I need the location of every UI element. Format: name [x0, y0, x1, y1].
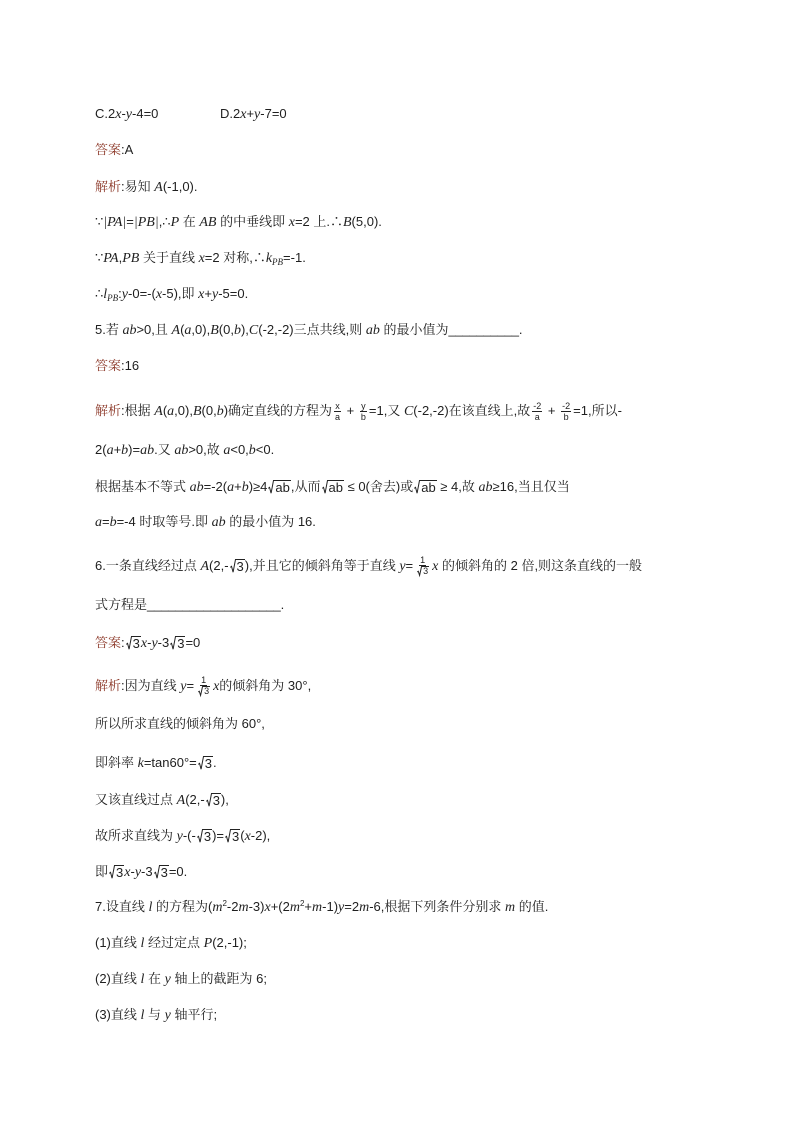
- text-run: =1,又: [368, 402, 404, 418]
- text-run: =2: [344, 899, 360, 914]
- fraction: [334, 401, 341, 422]
- text-run: ≥16,当且仅当: [492, 479, 570, 494]
- text-run: 在: [179, 214, 200, 229]
- text-run: +: [343, 402, 358, 418]
- text-run: :根据: [121, 402, 155, 418]
- text-run: >0,故: [188, 442, 224, 457]
- superscript: 2: [222, 899, 227, 908]
- text-run: -3: [141, 864, 153, 879]
- radicand: [328, 480, 344, 494]
- math-variable: A: [171, 323, 181, 338]
- text-run: (-1,0).: [162, 179, 198, 194]
- text-run: =2 上.∴: [294, 214, 343, 229]
- text-run: +: [544, 402, 560, 418]
- text-run: <0,: [230, 442, 249, 457]
- text-run: -: [121, 106, 126, 121]
- text-run: 根据基本不等式: [95, 479, 190, 494]
- text-run: =-2(: [203, 479, 228, 494]
- q7-condition-1: [95, 934, 247, 952]
- text-run: (-2,-2)三点共线,则: [258, 322, 366, 337]
- math-variable: l: [103, 287, 108, 302]
- text-run: -3): [248, 899, 265, 914]
- math-variable: y: [399, 558, 406, 574]
- math-variable: a: [167, 403, 175, 419]
- text-run: 与: [144, 1007, 165, 1022]
- denominator: [534, 412, 541, 422]
- text-run: 的倾斜角的 2 倍,则这条直线的一般: [438, 557, 643, 573]
- text-run: =: [102, 514, 110, 529]
- section-label: 答案: [95, 142, 122, 157]
- square-root: [198, 756, 213, 770]
- radicand: [160, 865, 169, 879]
- square-root: [230, 559, 245, 573]
- section-label: 答案: [95, 358, 122, 373]
- math-variable: B: [192, 403, 202, 419]
- text-run: 3: [232, 829, 240, 844]
- radicand: [115, 865, 124, 879]
- math-variable: x: [240, 107, 247, 122]
- text-run: ,∴: [158, 214, 171, 229]
- text-run: :: [118, 286, 122, 301]
- math-variable: ab: [211, 515, 226, 530]
- text-run: 即: [95, 864, 109, 879]
- text-run: )确定直线的方程为: [223, 402, 333, 418]
- math-variable: PB: [122, 251, 140, 266]
- math-variable: B: [210, 323, 219, 338]
- text-run: C.2: [95, 106, 116, 121]
- text-run: )=: [212, 828, 224, 843]
- math-variable: A: [176, 793, 186, 808]
- math-variable: b: [241, 480, 249, 495]
- math-variable: m: [289, 900, 300, 915]
- text-run: (2)直线: [95, 971, 141, 986]
- math-variable: x: [244, 829, 251, 844]
- math-variable: C: [248, 323, 259, 338]
- numerator: [419, 555, 426, 566]
- math-variable: x: [140, 636, 148, 651]
- math-variable: b: [216, 403, 224, 419]
- section-label: 答案: [95, 635, 122, 650]
- text-run: -: [130, 864, 135, 879]
- math-variable: y: [176, 829, 183, 844]
- q5-question: [95, 321, 522, 339]
- text-run: x: [335, 401, 340, 411]
- math-variable: b: [233, 323, 241, 338]
- text-run: 5.若: [95, 322, 123, 337]
- math-variable: m: [212, 900, 223, 915]
- q6-analysis-line-4: [95, 791, 229, 809]
- square-root: [268, 480, 290, 494]
- square-root: [170, 636, 185, 650]
- math-variable: y: [180, 678, 187, 694]
- math-variable: y: [164, 1008, 171, 1023]
- text-run: +: [204, 286, 212, 301]
- math-variable: |PA|: [103, 215, 127, 230]
- text-run: ,从而: [290, 479, 321, 494]
- text-run: 3: [204, 756, 212, 771]
- text-run: -6,根据下列条件分别求: [369, 899, 505, 914]
- denominator: [334, 412, 341, 422]
- square-root: [126, 636, 141, 650]
- math-variable: P: [203, 936, 213, 951]
- math-variable: m: [359, 900, 370, 915]
- text-run: >0,且: [136, 322, 172, 337]
- text-run: 经过定点: [144, 935, 204, 950]
- math-variable: x: [264, 900, 271, 915]
- square-root: [197, 829, 212, 843]
- section-label: 解析: [95, 402, 122, 418]
- math-variable: a: [223, 443, 231, 458]
- text-run: 的最小值为 16.: [225, 514, 316, 529]
- fraction: [561, 401, 571, 422]
- text-run: (2,-: [185, 792, 205, 807]
- text-run: ),并且它的倾斜角等于直线: [244, 557, 400, 573]
- text-run: (-2,-2)在该直线上,故: [413, 402, 531, 418]
- fraction: [360, 401, 367, 422]
- text-run: 的倾斜角为 30°,: [219, 677, 312, 693]
- text-run: ),: [220, 792, 229, 807]
- math-variable: A: [154, 403, 163, 419]
- q6-analysis-line-6: [95, 863, 187, 881]
- section-label: 解析: [95, 179, 122, 194]
- math-variable: PA: [103, 251, 119, 266]
- text-run: -2: [562, 401, 571, 411]
- answer-blank: __________: [448, 322, 519, 337]
- q6-answer: [95, 634, 200, 652]
- text-run: D.2: [220, 106, 241, 121]
- math-variable: y: [121, 287, 129, 302]
- math-variable: y: [338, 900, 345, 915]
- text-run: 3: [132, 636, 140, 651]
- text-run: 1: [201, 675, 207, 685]
- radicand: [203, 829, 212, 843]
- text-run: 3: [116, 865, 124, 880]
- denominator: [360, 412, 367, 422]
- text-run: 故所求直线为: [95, 828, 177, 843]
- subscript: PB: [272, 257, 284, 267]
- denominator: [196, 686, 211, 698]
- numerator: [561, 401, 571, 412]
- fraction: [415, 555, 430, 578]
- denominator: [563, 412, 570, 422]
- text-run: .又: [154, 442, 175, 457]
- text-run: ≥ 4,故: [436, 479, 479, 494]
- text-run: (: [162, 402, 168, 418]
- text-run: =-4 时取等号.即: [116, 514, 212, 529]
- square-root: [417, 566, 429, 576]
- text-run: -: [147, 635, 152, 650]
- text-run: =-1.: [283, 250, 306, 265]
- square-root: [414, 480, 436, 494]
- subscript: PB: [107, 293, 119, 303]
- text-run: -(-: [182, 828, 196, 843]
- math-variable: A: [154, 180, 163, 195]
- text-run: 3: [204, 686, 210, 696]
- math-variable: l: [148, 900, 153, 915]
- math-variable: |PB|: [133, 215, 159, 230]
- text-run: ,0),: [174, 402, 193, 418]
- square-root: [225, 829, 240, 843]
- text-run: +: [304, 899, 313, 914]
- text-run: =: [186, 677, 195, 693]
- text-run: 轴上的截距为 6;: [170, 971, 267, 986]
- radicand: [236, 559, 245, 573]
- text-run: +: [234, 479, 242, 494]
- q7-condition-3: [95, 1006, 217, 1024]
- math-variable: AB: [199, 215, 217, 230]
- math-variable: l: [140, 972, 145, 987]
- math-variable: B: [342, 215, 352, 230]
- text-run: -2: [226, 899, 239, 914]
- text-run: 7.设直线: [95, 899, 149, 914]
- text-run: 的方程为(: [152, 899, 213, 914]
- math-variable: m: [505, 900, 516, 915]
- math-variable: P: [170, 215, 180, 230]
- text-run: )≥4: [248, 479, 268, 494]
- text-run: :16: [121, 358, 140, 373]
- text-run: -4=0: [132, 106, 159, 121]
- math-variable: x: [155, 287, 163, 302]
- text-run: .: [280, 597, 285, 612]
- radicand: [203, 686, 210, 696]
- text-run: -2: [533, 401, 542, 411]
- text-run: 3: [236, 558, 244, 574]
- q6-analysis-line-2: [95, 715, 265, 733]
- text-run: -5),即: [162, 286, 199, 301]
- text-run: .: [213, 755, 217, 770]
- text-run: (0,: [218, 322, 234, 337]
- math-variable: x: [124, 865, 131, 880]
- q4-analysis-line-2: [95, 213, 382, 231]
- q6-analysis-line-1: [95, 675, 312, 696]
- text-run: 1: [420, 555, 426, 565]
- text-run: 的最小值为: [379, 322, 449, 337]
- answer-blank: ___________________: [147, 597, 281, 612]
- math-variable: a: [106, 443, 114, 458]
- radicand: [274, 480, 290, 494]
- text-run: (: [240, 828, 245, 843]
- text-run: a: [534, 412, 540, 422]
- math-variable: y: [254, 107, 261, 122]
- text-run: (5,0).: [351, 214, 382, 229]
- math-variable: y: [134, 865, 142, 880]
- math-variable: b: [121, 443, 129, 458]
- text-run: ≤ 0(舍去)或: [343, 479, 414, 494]
- math-variable: y: [211, 287, 219, 302]
- text-run: ),: [240, 322, 249, 337]
- text-run: :易知: [121, 179, 155, 194]
- radicand: [231, 829, 240, 843]
- text-run: 即斜率: [95, 755, 138, 770]
- math-variable: y: [164, 972, 171, 987]
- square-root: [154, 865, 169, 879]
- text-run: =tan60°=: [143, 755, 197, 770]
- math-variable: m: [238, 900, 249, 915]
- math-variable: ab: [140, 443, 155, 458]
- text-run: :: [121, 635, 125, 650]
- text-run: <0.: [255, 442, 275, 457]
- text-run: ,: [118, 250, 123, 265]
- math-variable: ab: [189, 480, 204, 495]
- math-variable: y: [151, 636, 158, 651]
- text-run: +: [246, 106, 255, 121]
- numerator: [334, 401, 341, 412]
- option-d: [220, 105, 287, 124]
- text-run: ∵: [95, 214, 104, 229]
- q4-analysis-line-4: [95, 285, 248, 303]
- text-run: 3: [177, 636, 185, 651]
- numerator: [532, 401, 542, 412]
- text-run: =0: [185, 635, 201, 650]
- text-run: 的值.: [515, 899, 549, 914]
- math-variable: m: [312, 900, 323, 915]
- q6-question-line-1: [95, 555, 643, 576]
- text-run: :A: [121, 142, 134, 157]
- text-run: -1): [322, 899, 339, 914]
- text-run: (0,: [201, 402, 217, 418]
- square-root: [198, 686, 210, 696]
- text-run: 2(: [95, 442, 107, 457]
- text-run: ab: [421, 480, 436, 495]
- numerator: [200, 675, 207, 686]
- fraction: [196, 675, 211, 698]
- superscript: 2: [299, 899, 305, 908]
- q4-answer: [95, 141, 133, 159]
- text-run: 所以所求直线的倾斜角为 60°,: [95, 716, 265, 731]
- text-run: =0.: [168, 864, 188, 879]
- text-run: 6.一条直线经过点: [95, 557, 201, 573]
- math-variable: x: [198, 251, 205, 266]
- q4-options-row: [95, 105, 287, 123]
- q6-question-line-2: [95, 596, 284, 614]
- text-run: (2,-: [209, 557, 229, 573]
- math-variable: ab: [478, 480, 493, 495]
- q7-question: [95, 898, 548, 916]
- math-variable: a: [184, 323, 192, 338]
- text-run: =: [405, 557, 414, 573]
- text-run: ,0),: [191, 322, 211, 337]
- numerator: [360, 401, 367, 412]
- math-variable: x: [288, 215, 295, 230]
- q4-analysis-line-1: [95, 178, 197, 196]
- square-root: [322, 480, 344, 494]
- text-run: ∴: [95, 286, 104, 301]
- radicand: [132, 636, 141, 650]
- text-run: ∵: [95, 250, 104, 265]
- math-variable: x: [115, 107, 122, 122]
- text-run: +(2: [270, 899, 290, 914]
- text-run: -7=0: [260, 106, 287, 121]
- math-variable: a: [95, 515, 102, 530]
- q5-analysis-line-2: [95, 441, 274, 459]
- math-variable: x: [198, 287, 205, 302]
- math-variable: b: [248, 443, 256, 458]
- text-run: 轴平行;: [170, 1007, 218, 1022]
- radicand: [212, 793, 221, 807]
- q6-analysis-line-5: [95, 827, 270, 845]
- text-run: 在: [144, 971, 165, 986]
- radicand: [204, 756, 213, 770]
- q4-analysis-line-3: [95, 249, 306, 267]
- q5-analysis-line-4: [95, 513, 316, 531]
- text-run: +: [113, 442, 122, 457]
- math-variable: b: [109, 515, 117, 530]
- square-root: [206, 793, 221, 807]
- text-run: 式方程是: [95, 597, 148, 612]
- text-run: 3: [160, 865, 168, 880]
- square-root: [109, 865, 124, 879]
- math-variable: k: [265, 251, 273, 266]
- q5-analysis-line-1: [95, 401, 622, 422]
- text-run: 3: [203, 829, 212, 844]
- math-variable: ab: [365, 323, 380, 338]
- text-run: )=: [128, 442, 141, 457]
- math-variable: y: [125, 107, 133, 122]
- text-run: -2),: [250, 828, 271, 843]
- text-run: 3: [423, 566, 429, 576]
- text-run: b: [360, 412, 366, 422]
- q6-analysis-line-3: [95, 754, 217, 772]
- text-run: (: [180, 322, 185, 337]
- text-run: ab: [328, 480, 343, 495]
- q5-analysis-line-3: [95, 478, 570, 496]
- text-run: =: [126, 214, 134, 229]
- math-variable: C: [403, 403, 414, 419]
- radicand: [422, 566, 429, 576]
- text-run: 关于直线: [139, 250, 199, 265]
- text-run: b: [563, 412, 569, 422]
- math-variable: x: [213, 678, 220, 694]
- text-run: 的中垂线即: [216, 214, 289, 229]
- fraction: [532, 401, 542, 422]
- text-run: =1,所以-: [573, 402, 622, 418]
- denominator: [415, 566, 430, 578]
- math-variable: a: [227, 480, 235, 495]
- q5-answer: [95, 357, 139, 375]
- q7-condition-2: [95, 970, 267, 988]
- text-run: -3: [157, 635, 170, 650]
- text-run: (2,-1);: [212, 935, 247, 950]
- math-variable: ab: [174, 443, 189, 458]
- math-variable: l: [140, 1008, 145, 1023]
- text-run: -5=0.: [218, 286, 249, 301]
- text-run: .: [518, 322, 523, 337]
- text-run: ab: [275, 480, 290, 495]
- text-run: -0=-(: [128, 286, 156, 301]
- radicand: [420, 480, 436, 494]
- math-variable: x: [432, 558, 439, 574]
- text-run: =2 对称,∴: [204, 250, 266, 265]
- text-run: (1)直线: [95, 935, 141, 950]
- text-run: a: [335, 412, 341, 422]
- math-variable: ab: [122, 323, 137, 338]
- math-variable: l: [140, 936, 145, 951]
- text-run: 又该直线过点: [95, 792, 177, 807]
- text-run: :因为直线: [121, 677, 181, 693]
- text-run: y: [361, 401, 366, 411]
- option-c: [95, 106, 158, 121]
- text-run: 3: [212, 793, 220, 808]
- math-variable: k: [137, 756, 144, 771]
- text-run: (3)直线: [95, 1007, 141, 1022]
- section-label: 解析: [95, 677, 122, 693]
- math-variable: A: [200, 558, 210, 574]
